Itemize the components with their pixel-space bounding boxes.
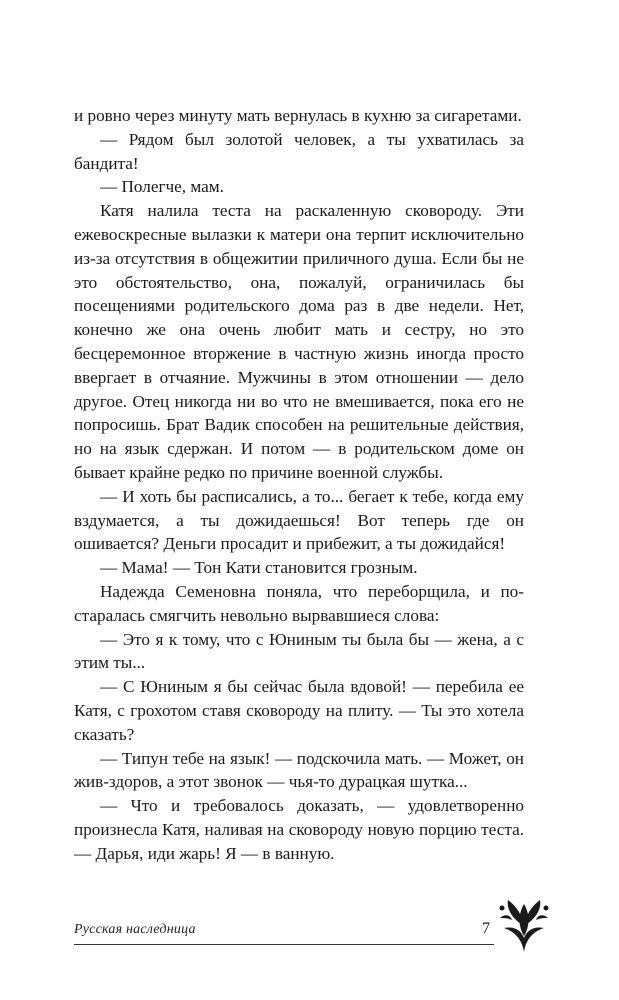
page-number: 7 <box>482 920 490 937</box>
floral-flourish-icon <box>494 896 554 956</box>
paragraph: и ровно через минуту мать вернулась в кухню за сигаретами. <box>74 106 522 125</box>
paragraph: Надежда Семеновна поняла, что переборщила, и постаралась смягчить невольно вырвавшиеся слова: <box>74 581 524 625</box>
paragraph: — Это я к тому, что с Юниным ты была бы — жена, а с этим ты... <box>74 629 524 673</box>
page-footer <box>74 920 494 950</box>
footer-rule <box>74 944 494 945</box>
running-title: Русская наследница <box>74 922 196 937</box>
paragraph: — Что и требовалось доказать, — удовлетворенно произнесла Катя, наливая на сковороду новую порцию теста. — Дарья, иди жарь! Я — в ванную. <box>74 796 524 863</box>
paragraph: Катя налила теста на раскаленную сковороду. Эти ежевоскресные вылазки к матери она терпит исключительно из-за отсутствия в общежитии приличного душа. Если бы не это обстоятельство, она, пожалуй, ограничилась бы посещениями родительского дома раз в две недели. Нет, конечно же она очень любит мать и сестру, но это бесцеремонное вторжение в частную жизнь иногда просто ввергает в отчаяние. Мужчины в этом отношении — дело другое. Отец никогда ни во что не вмешивается, пока его не попросишь. Брат Вадик способен на решительные действия, но на язык сдержан. И потом — в родительском доме он бывает крайне редко по причине военной службы. <box>74 201 524 482</box>
body-text <box>74 104 524 866</box>
paragraph: — И хоть бы расписались, а то... бегает к тебе, когда ему вздумается, а ты дожидаешься! Вот теперь где он ошивается? Деньги просадит и прибежит, а ты дожидайся! <box>74 486 524 554</box>
paragraph: — С Юниным я бы сейчас была вдовой! — перебила ее Катя, с грохотом ставя сковороду на плиту. — Ты это хотела сказать? <box>74 677 524 744</box>
paragraph: — Рядом был золотой человек, а ты ухватилась за бандита! <box>74 129 524 173</box>
paragraph: — Мама! — Тон Кати становится грозным. <box>100 558 418 578</box>
paragraph: — Типун тебе на язык! — подскочила мать. — Может, он жив-здоров, а этот звонок — чья-то дурацкая шутка... <box>74 748 524 792</box>
paragraph: — Полегче, мам. <box>100 177 224 197</box>
